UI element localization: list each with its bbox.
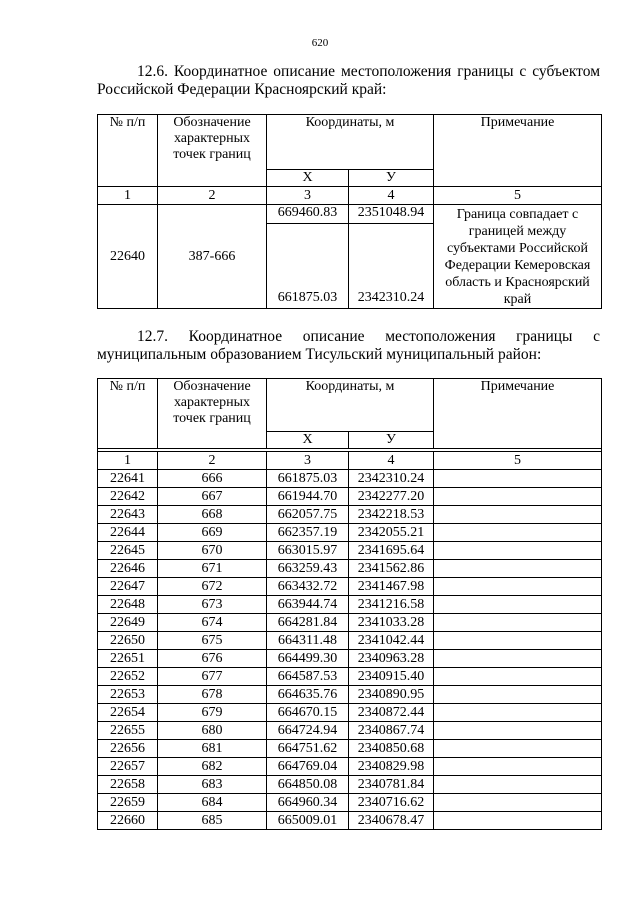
boundary-table-krasnoyarsk bbox=[97, 114, 602, 309]
header-x: X bbox=[267, 170, 349, 187]
table-row bbox=[98, 722, 602, 740]
row-num: 22658 bbox=[98, 776, 158, 794]
row-designation: 387-666 bbox=[158, 205, 267, 309]
row-note bbox=[434, 650, 602, 668]
row-x: 664769.04 bbox=[267, 758, 349, 776]
col-number: 1 bbox=[98, 452, 158, 470]
table-row bbox=[98, 776, 602, 794]
col-number: 4 bbox=[349, 452, 434, 470]
col-number: 3 bbox=[267, 187, 349, 205]
row-y: 2340850.68 bbox=[349, 740, 434, 758]
table-row bbox=[98, 704, 602, 722]
row-y: 2340872.44 bbox=[349, 704, 434, 722]
row-x: 664850.08 bbox=[267, 776, 349, 794]
row-designation: 674 bbox=[158, 614, 267, 632]
row-note bbox=[434, 488, 602, 506]
row-designation: 670 bbox=[158, 542, 267, 560]
heading-number: 12.6. bbox=[137, 63, 168, 80]
row-x: 664635.76 bbox=[267, 686, 349, 704]
row-y: 2342277.20 bbox=[349, 488, 434, 506]
col-number: 5 bbox=[434, 187, 602, 205]
row-x: 663259.43 bbox=[267, 560, 349, 578]
row-y: 2341467.98 bbox=[349, 578, 434, 596]
table-row bbox=[98, 470, 602, 488]
table-row bbox=[98, 650, 602, 668]
section-heading-12-7 bbox=[97, 328, 600, 364]
row-designation: 681 bbox=[158, 740, 267, 758]
row-x-start: 669460.83 bbox=[267, 205, 349, 224]
row-y: 2340781.84 bbox=[349, 776, 434, 794]
row-note bbox=[434, 758, 602, 776]
header-note: Примечание bbox=[434, 379, 602, 449]
header-designation: Обозначение характерных точек границ bbox=[158, 379, 267, 449]
row-x: 664587.53 bbox=[267, 668, 349, 686]
row-designation: 676 bbox=[158, 650, 267, 668]
row-note bbox=[434, 506, 602, 524]
row-num: 22647 bbox=[98, 578, 158, 596]
table-row bbox=[98, 632, 602, 650]
row-num: 22654 bbox=[98, 704, 158, 722]
header-note: Примечание bbox=[434, 115, 602, 187]
row-designation: 672 bbox=[158, 578, 267, 596]
header-designation: Обозначение характерных точек границ bbox=[158, 115, 267, 187]
row-note bbox=[434, 794, 602, 812]
row-y: 2340678.47 bbox=[349, 812, 434, 830]
page-number: 620 bbox=[311, 37, 329, 49]
row-x: 664724.94 bbox=[267, 722, 349, 740]
table-row bbox=[98, 794, 602, 812]
row-y: 2340890.95 bbox=[349, 686, 434, 704]
row-y: 2340716.62 bbox=[349, 794, 434, 812]
row-y: 2340867.74 bbox=[349, 722, 434, 740]
row-y: 2341562.86 bbox=[349, 560, 434, 578]
heading-text: Координатное описание местоположения границы с субъектом Российской Федерации Красноярский край: bbox=[97, 63, 600, 98]
row-y: 2342055.21 bbox=[349, 524, 434, 542]
row-note bbox=[434, 560, 602, 578]
row-note bbox=[434, 776, 602, 794]
row-x: 662357.19 bbox=[267, 524, 349, 542]
row-num: 22656 bbox=[98, 740, 158, 758]
row-y: 2340915.40 bbox=[349, 668, 434, 686]
row-designation: 666 bbox=[158, 470, 267, 488]
row-designation: 682 bbox=[158, 758, 267, 776]
row-x: 661944.70 bbox=[267, 488, 349, 506]
row-note bbox=[434, 578, 602, 596]
boundary-table-tisul bbox=[97, 378, 602, 830]
row-designation: 668 bbox=[158, 506, 267, 524]
row-note bbox=[434, 596, 602, 614]
heading-text: Координатное описание местоположения границы с муниципальным образованием Тисульский муниципальный район: bbox=[97, 328, 601, 363]
row-note bbox=[434, 740, 602, 758]
table-row bbox=[98, 560, 602, 578]
table-row bbox=[98, 578, 602, 596]
row-designation: 685 bbox=[158, 812, 267, 830]
row-num: 22651 bbox=[98, 650, 158, 668]
table-row bbox=[98, 668, 602, 686]
header-coords: Координаты, м bbox=[267, 379, 434, 432]
col-number: 3 bbox=[267, 452, 349, 470]
header-x: X bbox=[267, 432, 349, 449]
row-x-end bbox=[267, 224, 349, 309]
row-x: 664499.30 bbox=[267, 650, 349, 668]
table-row bbox=[98, 614, 602, 632]
row-y: 2341033.28 bbox=[349, 614, 434, 632]
row-x: 664751.62 bbox=[267, 740, 349, 758]
row-x: 663432.72 bbox=[267, 578, 349, 596]
row-x: 664960.34 bbox=[267, 794, 349, 812]
row-y: 2340829.98 bbox=[349, 758, 434, 776]
header-num: № п/п bbox=[98, 115, 158, 187]
row-num: 22645 bbox=[98, 542, 158, 560]
row-x: 663015.97 bbox=[267, 542, 349, 560]
row-designation: 679 bbox=[158, 704, 267, 722]
row-note bbox=[434, 614, 602, 632]
row-num: 22652 bbox=[98, 668, 158, 686]
row-designation: 680 bbox=[158, 722, 267, 740]
section-heading-12-6 bbox=[97, 63, 600, 99]
table-row bbox=[98, 686, 602, 704]
row-num: 22659 bbox=[98, 794, 158, 812]
table-row bbox=[98, 596, 602, 614]
table-row bbox=[98, 740, 602, 758]
table-row bbox=[98, 524, 602, 542]
row-x: 664670.15 bbox=[267, 704, 349, 722]
row-note bbox=[434, 668, 602, 686]
row-num: 22643 bbox=[98, 506, 158, 524]
header-y: У bbox=[349, 170, 434, 187]
row-note: Граница совпадает с границей между субъектами Российской Федерации Кемеровская область и Красноярский край bbox=[434, 205, 602, 309]
header-y: У bbox=[349, 432, 434, 449]
row-num: 22649 bbox=[98, 614, 158, 632]
row-y: 2341042.44 bbox=[349, 632, 434, 650]
row-x: 662057.75 bbox=[267, 506, 349, 524]
row-x: 664311.48 bbox=[267, 632, 349, 650]
table-row bbox=[98, 758, 602, 776]
row-num: 22655 bbox=[98, 722, 158, 740]
row-designation: 683 bbox=[158, 776, 267, 794]
col-number: 2 bbox=[158, 452, 267, 470]
row-x: 661875.03 bbox=[267, 470, 349, 488]
row-y: 2341216.58 bbox=[349, 596, 434, 614]
row-num: 22641 bbox=[98, 470, 158, 488]
row-num: 22660 bbox=[98, 812, 158, 830]
row-note bbox=[434, 524, 602, 542]
row-designation: 677 bbox=[158, 668, 267, 686]
row-num: 22657 bbox=[98, 758, 158, 776]
row-y: 2342310.24 bbox=[349, 470, 434, 488]
row-note bbox=[434, 632, 602, 650]
row-note bbox=[434, 704, 602, 722]
table-row bbox=[98, 506, 602, 524]
row-num: 22653 bbox=[98, 686, 158, 704]
row-y: 2342218.53 bbox=[349, 506, 434, 524]
row-num: 22650 bbox=[98, 632, 158, 650]
row-num: 22644 bbox=[98, 524, 158, 542]
row-designation: 671 bbox=[158, 560, 267, 578]
row-note bbox=[434, 542, 602, 560]
row-x-end-value: 661875.03 bbox=[277, 290, 338, 305]
row-designation: 669 bbox=[158, 524, 267, 542]
row-note bbox=[434, 686, 602, 704]
col-number: 5 bbox=[434, 452, 602, 470]
table-row bbox=[98, 542, 602, 560]
row-x: 664281.84 bbox=[267, 614, 349, 632]
table-row bbox=[98, 812, 602, 830]
row-y: 2341695.64 bbox=[349, 542, 434, 560]
row-num: 22648 bbox=[98, 596, 158, 614]
col-number: 1 bbox=[98, 187, 158, 205]
row-note bbox=[434, 722, 602, 740]
row-y-end-value: 2342310.24 bbox=[357, 290, 425, 305]
row-y: 2340963.28 bbox=[349, 650, 434, 668]
header-coords: Координаты, м bbox=[267, 115, 434, 170]
table-row bbox=[98, 488, 602, 506]
row-note bbox=[434, 812, 602, 830]
row-x: 663944.74 bbox=[267, 596, 349, 614]
table-body bbox=[98, 470, 602, 830]
row-designation: 675 bbox=[158, 632, 267, 650]
row-num: 22640 bbox=[98, 205, 158, 309]
row-y-end bbox=[349, 224, 434, 309]
heading-number: 12.7. bbox=[137, 328, 168, 345]
row-y-start: 2351048.94 bbox=[349, 205, 434, 224]
row-designation: 678 bbox=[158, 686, 267, 704]
row-note bbox=[434, 470, 602, 488]
row-num: 22642 bbox=[98, 488, 158, 506]
col-number: 4 bbox=[349, 187, 434, 205]
row-num: 22646 bbox=[98, 560, 158, 578]
col-number: 2 bbox=[158, 187, 267, 205]
row-designation: 667 bbox=[158, 488, 267, 506]
row-designation: 673 bbox=[158, 596, 267, 614]
row-designation: 684 bbox=[158, 794, 267, 812]
header-num: № п/п bbox=[98, 379, 158, 449]
row-x: 665009.01 bbox=[267, 812, 349, 830]
